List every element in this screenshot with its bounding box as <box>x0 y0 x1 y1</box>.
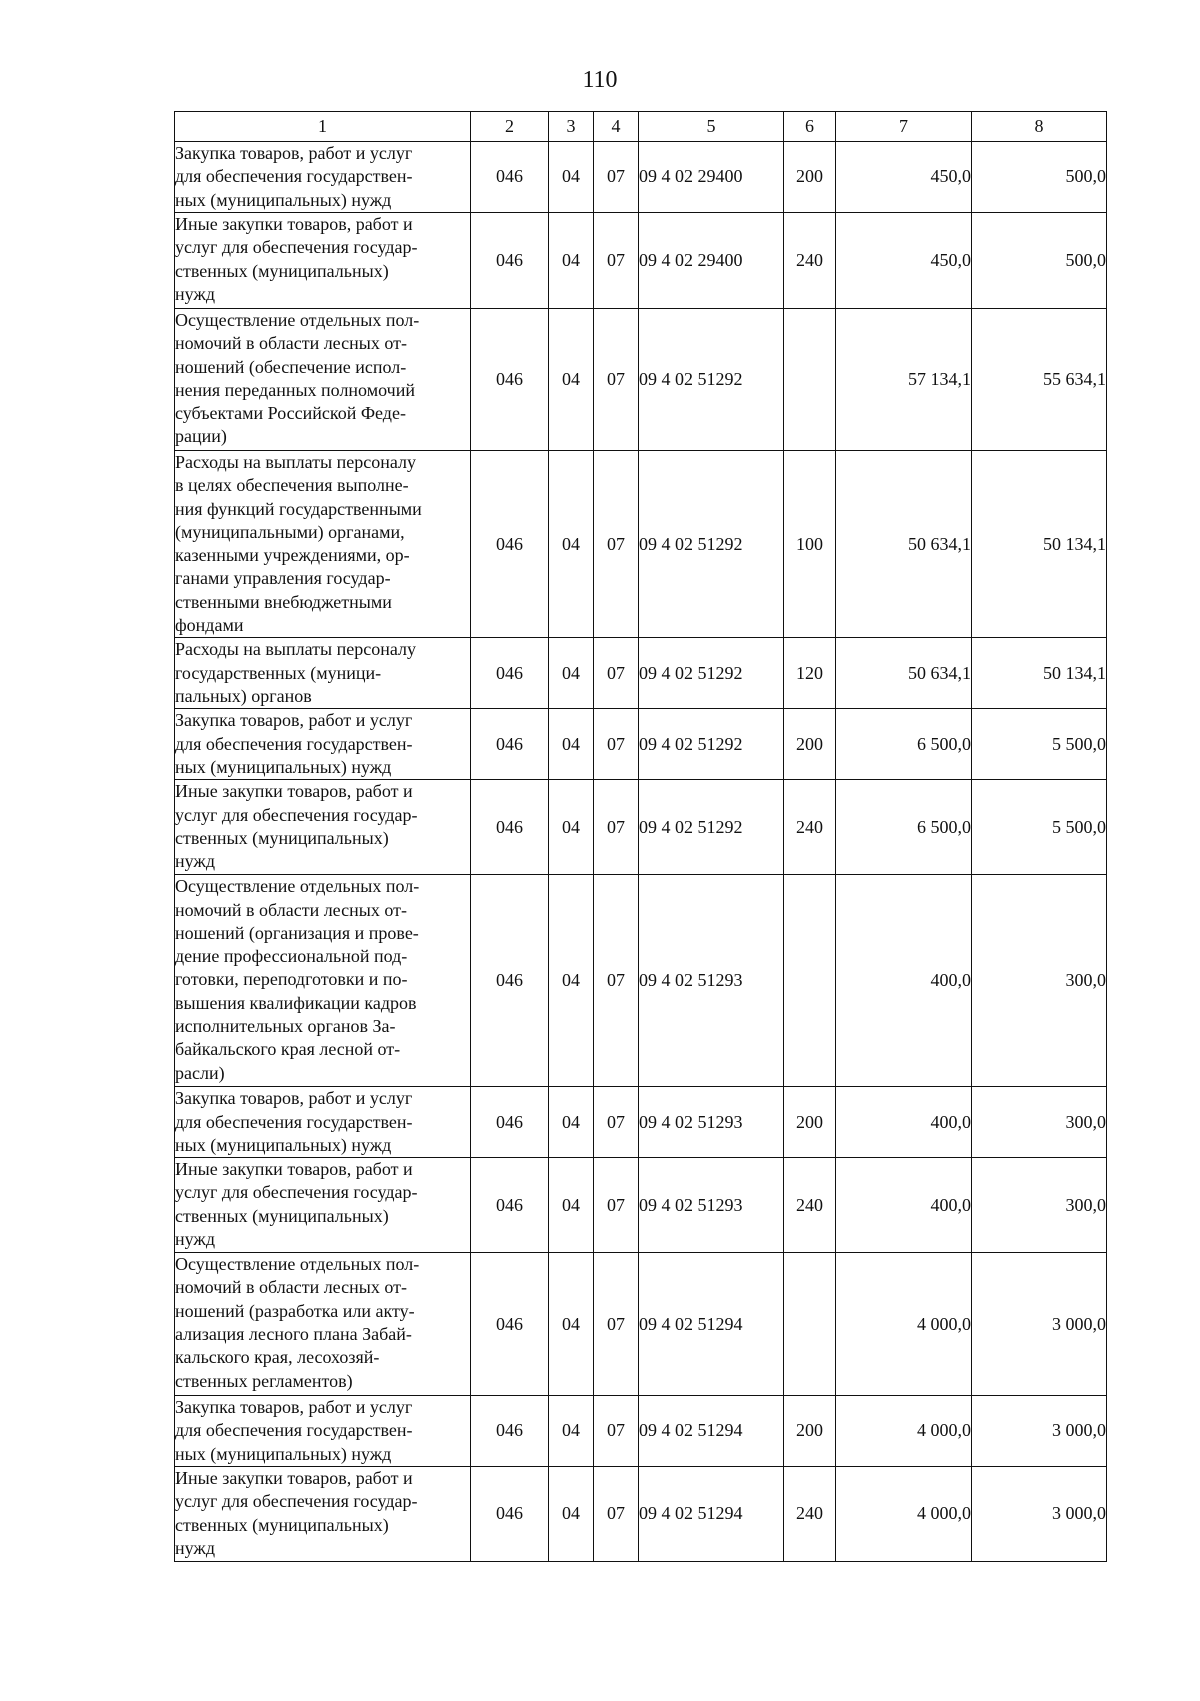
budget-table <box>174 111 1107 1562</box>
table-row <box>175 638 1107 709</box>
expense-name-cell: Иные закупки товаров, работ и услуг для обеспечения государ- ственных (муниципальных) нужд <box>175 1467 471 1562</box>
expense-type-cell: 200 <box>784 709 836 780</box>
amount-year1-cell: 4 000,0 <box>836 1396 972 1467</box>
subsection-code-cell: 07 <box>594 1158 639 1253</box>
ministry-code-cell: 046 <box>471 780 549 875</box>
table-row <box>175 709 1107 780</box>
expense-type-cell: 100 <box>784 451 836 638</box>
expense-type-cell <box>784 875 836 1087</box>
expense-type-cell: 240 <box>784 1467 836 1562</box>
amount-year1-cell: 450,0 <box>836 142 972 213</box>
table-row <box>175 1253 1107 1396</box>
column-header-3: 3 <box>549 112 594 142</box>
subsection-code-cell: 07 <box>594 451 639 638</box>
expense-name-cell: Иные закупки товаров, работ и услуг для обеспечения государ- ственных (муниципальных) нужд <box>175 780 471 875</box>
amount-year2-cell: 300,0 <box>972 875 1107 1087</box>
target-article-cell: 09 4 02 51292 <box>639 309 784 451</box>
ministry-code-cell: 046 <box>471 1158 549 1253</box>
section-code-cell: 04 <box>549 142 594 213</box>
header-row <box>175 112 1107 142</box>
subsection-code-cell: 07 <box>594 709 639 780</box>
amount-year1-cell: 50 634,1 <box>836 451 972 638</box>
amount-year2-cell: 5 500,0 <box>972 709 1107 780</box>
amount-year1-cell: 6 500,0 <box>836 780 972 875</box>
subsection-code-cell: 07 <box>594 875 639 1087</box>
target-article-cell: 09 4 02 51294 <box>639 1396 784 1467</box>
ministry-code-cell: 046 <box>471 1467 549 1562</box>
amount-year2-cell: 50 134,1 <box>972 451 1107 638</box>
table-row <box>175 875 1107 1087</box>
subsection-code-cell: 07 <box>594 1396 639 1467</box>
expense-name-cell: Расходы на выплаты персоналу государственных (муници- пальных) органов <box>175 638 471 709</box>
table-row <box>175 1158 1107 1253</box>
expense-name-cell: Расходы на выплаты персоналу в целях обеспечения выполне- ния функций государственными (муниципальными) органами, казенными учреждениями, ор- ганами управления государ- ственными внебюджетными фондами <box>175 451 471 638</box>
ministry-code-cell: 046 <box>471 709 549 780</box>
amount-year2-cell: 3 000,0 <box>972 1396 1107 1467</box>
section-code-cell: 04 <box>549 451 594 638</box>
amount-year2-cell: 300,0 <box>972 1087 1107 1158</box>
amount-year2-cell: 5 500,0 <box>972 780 1107 875</box>
target-article-cell: 09 4 02 51293 <box>639 1087 784 1158</box>
target-article-cell: 09 4 02 29400 <box>639 213 784 309</box>
ministry-code-cell: 046 <box>471 638 549 709</box>
amount-year2-cell: 300,0 <box>972 1158 1107 1253</box>
expense-type-cell: 240 <box>784 780 836 875</box>
amount-year2-cell: 500,0 <box>972 142 1107 213</box>
expense-type-cell <box>784 309 836 451</box>
column-header-2: 2 <box>471 112 549 142</box>
section-code-cell: 04 <box>549 875 594 1087</box>
subsection-code-cell: 07 <box>594 213 639 309</box>
table-row <box>175 780 1107 875</box>
amount-year2-cell: 3 000,0 <box>972 1467 1107 1562</box>
expense-type-cell: 240 <box>784 213 836 309</box>
amount-year2-cell: 500,0 <box>972 213 1107 309</box>
amount-year1-cell: 4 000,0 <box>836 1467 972 1562</box>
expense-name-cell: Осуществление отдельных пол- номочий в области лесных от- ношений (обеспечение испол- нения переданных полномочий субъектами Российской Феде- рации) <box>175 309 471 451</box>
expense-type-cell: 240 <box>784 1158 836 1253</box>
expense-type-cell: 200 <box>784 1087 836 1158</box>
table-row <box>175 213 1107 309</box>
subsection-code-cell: 07 <box>594 309 639 451</box>
section-code-cell: 04 <box>549 213 594 309</box>
subsection-code-cell: 07 <box>594 1087 639 1158</box>
subsection-code-cell: 07 <box>594 142 639 213</box>
ministry-code-cell: 046 <box>471 451 549 638</box>
ministry-code-cell: 046 <box>471 1087 549 1158</box>
ministry-code-cell: 046 <box>471 309 549 451</box>
target-article-cell: 09 4 02 51293 <box>639 875 784 1087</box>
table-row <box>175 1467 1107 1562</box>
section-code-cell: 04 <box>549 1087 594 1158</box>
column-header-5: 5 <box>639 112 784 142</box>
section-code-cell: 04 <box>549 1158 594 1253</box>
column-header-1: 1 <box>175 112 471 142</box>
section-code-cell: 04 <box>549 709 594 780</box>
target-article-cell: 09 4 02 51292 <box>639 780 784 875</box>
amount-year1-cell: 6 500,0 <box>836 709 972 780</box>
section-code-cell: 04 <box>549 780 594 875</box>
section-code-cell: 04 <box>549 1396 594 1467</box>
amount-year1-cell: 400,0 <box>836 1158 972 1253</box>
page-number: 110 <box>582 67 618 93</box>
column-header-4: 4 <box>594 112 639 142</box>
subsection-code-cell: 07 <box>594 1467 639 1562</box>
target-article-cell: 09 4 02 51294 <box>639 1467 784 1562</box>
ministry-code-cell: 046 <box>471 1396 549 1467</box>
table-row <box>175 309 1107 451</box>
target-article-cell: 09 4 02 51294 <box>639 1253 784 1396</box>
table-row <box>175 1087 1107 1158</box>
amount-year2-cell: 50 134,1 <box>972 638 1107 709</box>
target-article-cell: 09 4 02 51292 <box>639 709 784 780</box>
amount-year1-cell: 400,0 <box>836 875 972 1087</box>
expense-name-cell: Закупка товаров, работ и услуг для обеспечения государствен- ных (муниципальных) нужд <box>175 1087 471 1158</box>
target-article-cell: 09 4 02 51292 <box>639 451 784 638</box>
amount-year1-cell: 50 634,1 <box>836 638 972 709</box>
expense-name-cell: Закупка товаров, работ и услуг для обеспечения государствен- ных (муниципальных) нужд <box>175 142 471 213</box>
expense-name-cell: Иные закупки товаров, работ и услуг для обеспечения государ- ственных (муниципальных) нужд <box>175 1158 471 1253</box>
expense-name-cell: Закупка товаров, работ и услуг для обеспечения государствен- ных (муниципальных) нужд <box>175 709 471 780</box>
table-row <box>175 1396 1107 1467</box>
column-header-7: 7 <box>836 112 972 142</box>
ministry-code-cell: 046 <box>471 142 549 213</box>
expense-name-cell: Иные закупки товаров, работ и услуг для обеспечения государ- ственных (муниципальных) нужд <box>175 213 471 309</box>
ministry-code-cell: 046 <box>471 1253 549 1396</box>
subsection-code-cell: 07 <box>594 780 639 875</box>
expense-type-cell: 120 <box>784 638 836 709</box>
amount-year1-cell: 57 134,1 <box>836 309 972 451</box>
column-header-8: 8 <box>972 112 1107 142</box>
expense-name-cell: Закупка товаров, работ и услуг для обеспечения государствен- ных (муниципальных) нужд <box>175 1396 471 1467</box>
expense-name-cell: Осуществление отдельных пол- номочий в области лесных от- ношений (разработка или акту- ализация лесного плана Забай- кальского края, лесохозяй- ственных регламентов) <box>175 1253 471 1396</box>
amount-year1-cell: 4 000,0 <box>836 1253 972 1396</box>
amount-year1-cell: 450,0 <box>836 213 972 309</box>
section-code-cell: 04 <box>549 1467 594 1562</box>
expense-type-cell <box>784 1253 836 1396</box>
amount-year2-cell: 55 634,1 <box>972 309 1107 451</box>
section-code-cell: 04 <box>549 1253 594 1396</box>
section-code-cell: 04 <box>549 309 594 451</box>
table-row <box>175 142 1107 213</box>
target-article-cell: 09 4 02 51292 <box>639 638 784 709</box>
expense-type-cell: 200 <box>784 142 836 213</box>
target-article-cell: 09 4 02 51293 <box>639 1158 784 1253</box>
section-code-cell: 04 <box>549 638 594 709</box>
amount-year1-cell: 400,0 <box>836 1087 972 1158</box>
subsection-code-cell: 07 <box>594 1253 639 1396</box>
expense-type-cell: 200 <box>784 1396 836 1467</box>
ministry-code-cell: 046 <box>471 213 549 309</box>
target-article-cell: 09 4 02 29400 <box>639 142 784 213</box>
subsection-code-cell: 07 <box>594 638 639 709</box>
amount-year2-cell: 3 000,0 <box>972 1253 1107 1396</box>
column-header-6: 6 <box>784 112 836 142</box>
ministry-code-cell: 046 <box>471 875 549 1087</box>
expense-name-cell: Осуществление отдельных пол- номочий в области лесных от- ношений (организация и прове- дение профессиональной под- готовки, переподготовки и по- вышения квалификации кадров исполнительных органов За- байкальского края лесной от- расли) <box>175 875 471 1087</box>
table-row <box>175 451 1107 638</box>
